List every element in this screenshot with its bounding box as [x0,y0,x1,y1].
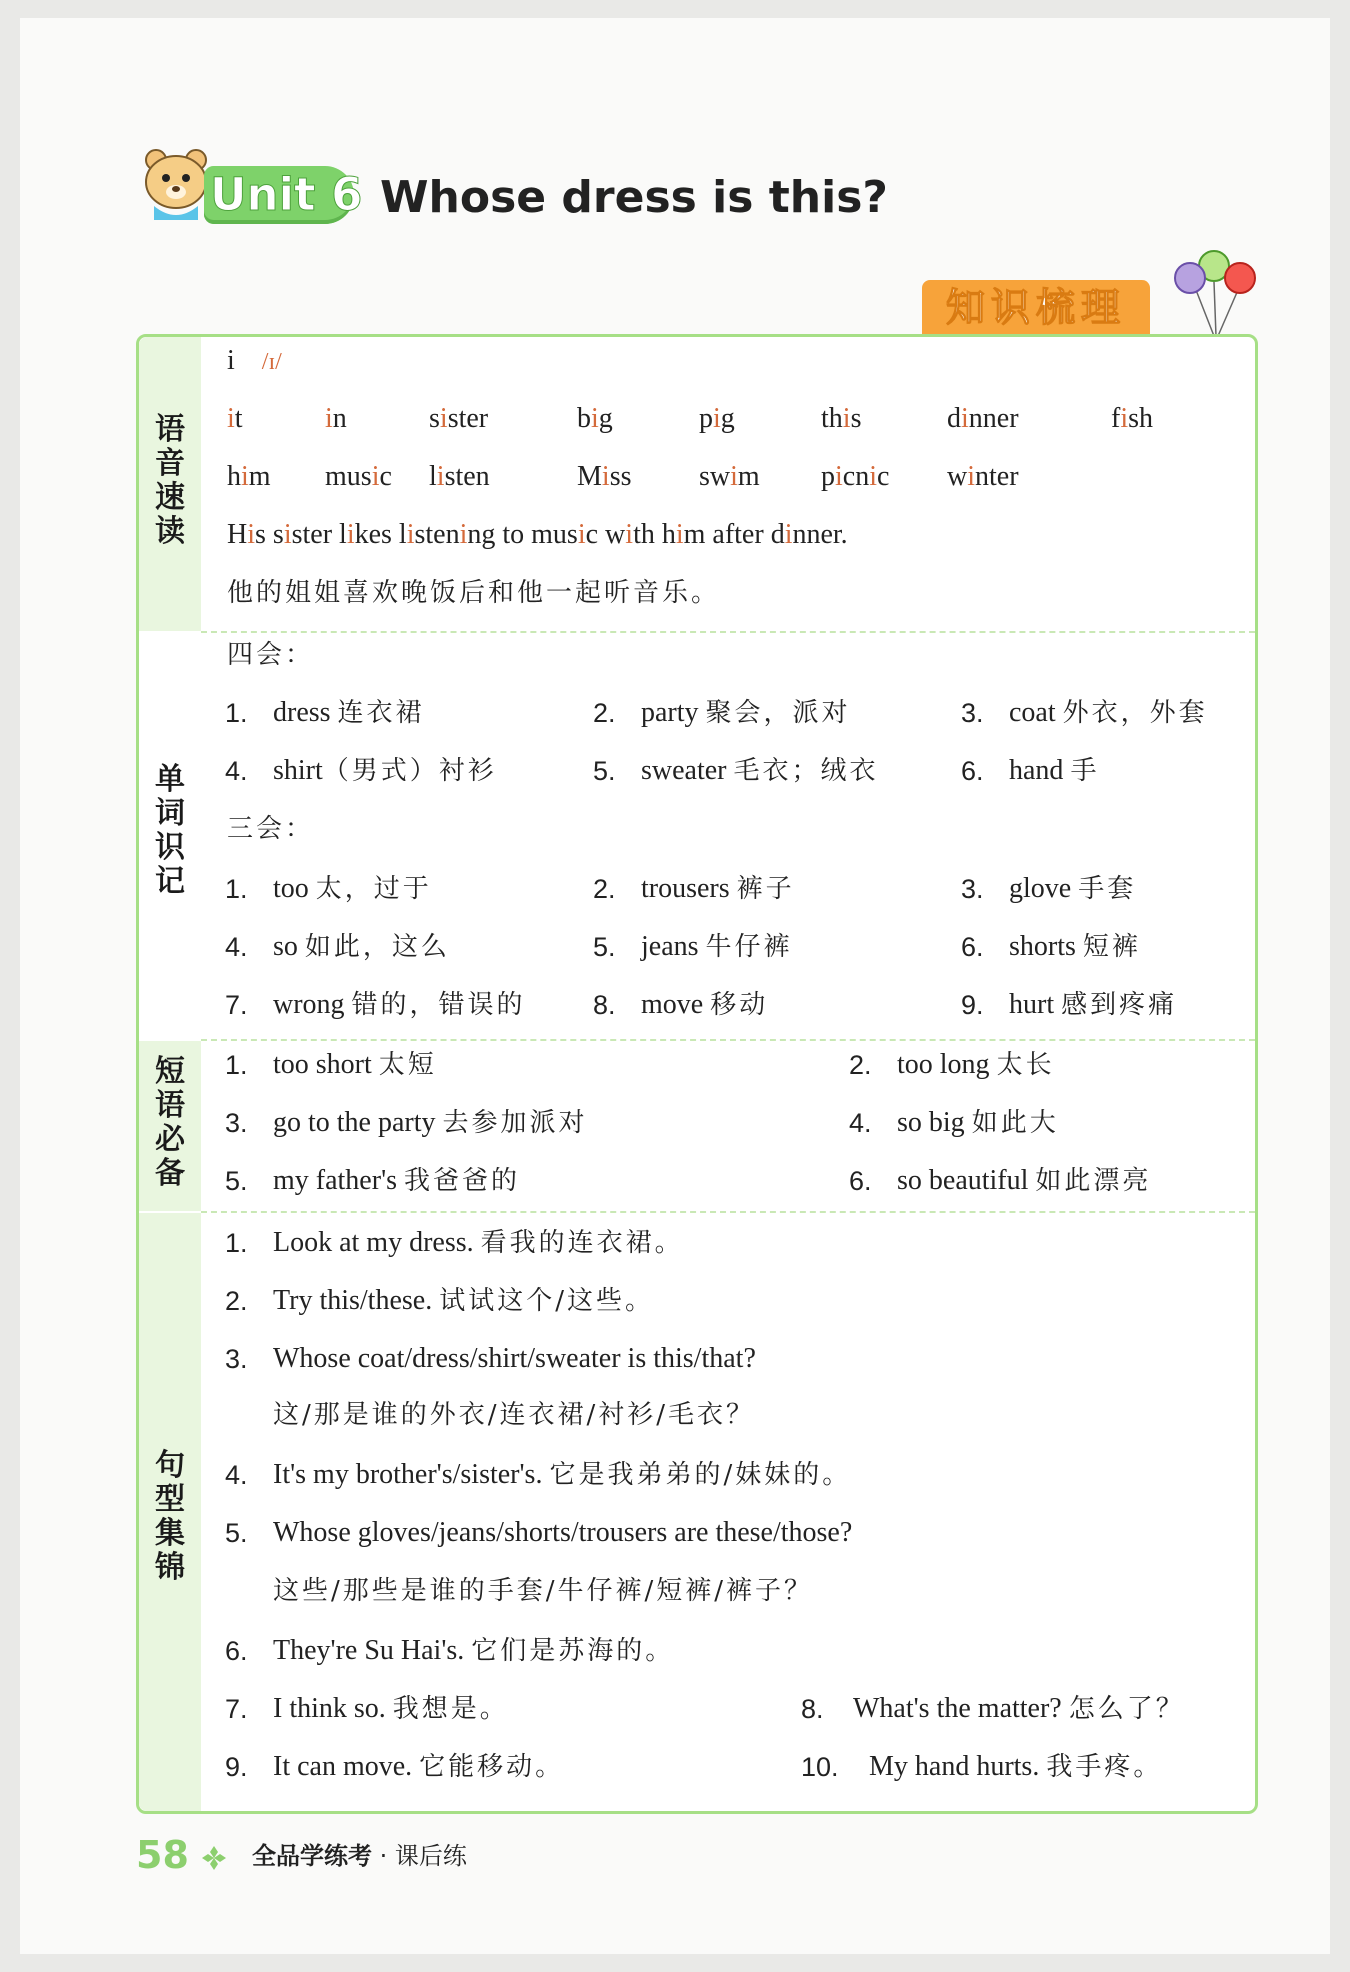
section-badge: 知识梳理 [922,280,1150,338]
phonics-word: Miss [577,461,632,492]
sentence-en: Whose gloves/jeans/shorts/trousers are these/those? [273,1517,853,1548]
phonics-word: swim [699,461,760,492]
sentence-entry [273,1633,674,1669]
four-skills-label: 四会： [227,640,315,670]
word-number: 5. [593,756,616,786]
brand-dot: · [379,1842,388,1870]
separator [201,1211,1255,1213]
phrase-number: 2. [849,1050,872,1080]
sentence-cn: 它们是苏海的。 [471,1636,675,1666]
phonics-word: dinner [947,403,1019,434]
sentence-en: It's my brother's/sister's. [273,1459,543,1490]
phrase-entry [273,1047,437,1083]
phonics-word: this [821,403,862,434]
side-band-sentences [139,1213,201,1811]
balloons-icon [1166,248,1266,338]
sentence-number: 1. [225,1228,248,1258]
section-label-words: 单词识记 [155,762,185,899]
word-entry [273,987,526,1023]
word-number: 6. [961,756,984,786]
phonics-word: music [325,461,392,492]
phonics-word: fish [1111,403,1154,434]
sentence-cn: 这些/那些是谁的手套/牛仔裤/短裤/裤子？ [273,1576,814,1606]
sentence-en: It can move. [273,1751,413,1782]
textbook-page [20,18,1330,1954]
phrase-en: so big [897,1107,965,1138]
word-entry [1009,871,1136,907]
phrase-en: my father's [273,1165,398,1196]
unit-label: Unit 6 [210,168,363,221]
sentence-number: 8. [801,1694,824,1724]
phonics-word: winter [947,461,1019,492]
sentence-entry [869,1749,1162,1785]
word-entry [641,871,795,907]
sentence-en: Whose coat/dress/shirt/sweater is this/that? [273,1343,756,1374]
phonics-word: it [227,403,243,434]
word-en: move [641,989,704,1020]
page-title: Whose dress is this? [380,172,888,223]
brand-series: 课后练 [394,1842,467,1870]
word-entry [273,695,425,731]
sentence-entry [853,1691,1185,1727]
word-en: coat [1009,697,1056,728]
phonics-sentence: His sister likes listening to music with him after dinner. [227,519,848,550]
phrase-number: 1. [225,1050,248,1080]
word-cn: 毛衣；绒衣 [733,756,879,786]
word-en: too [273,873,309,904]
word-cn: 裤子 [736,874,795,904]
sentence-entry [273,1457,851,1493]
sentence-cn: 我手疼。 [1046,1752,1163,1782]
page-number: 58 [136,1833,189,1877]
word-cn: 牛仔裤 [705,932,793,962]
phrase-en: go to the party [273,1107,436,1138]
phrase-entry [273,1163,520,1199]
phrase-cn: 太短 [378,1050,437,1080]
sentence-en: They're Su Hai's. [273,1635,465,1666]
word-en: trousers [641,873,730,904]
word-entry [641,929,793,965]
word-cn: 如此，这么 [304,932,450,962]
word-entry [641,695,851,731]
word-entry [1009,987,1177,1023]
word-cn: 连衣裙 [337,698,425,728]
sentence-number: 10. [801,1752,839,1782]
phonics-word: picnic [821,461,890,492]
phonics-word: him [227,461,271,492]
phrase-cn: 如此大 [971,1108,1059,1138]
sentence-en: My hand hurts. [869,1751,1040,1782]
sentence-en: What's the matter? [853,1693,1062,1724]
sentence-cn: 怎么了？ [1068,1694,1185,1724]
phrase-cn: 去参加派对 [442,1108,588,1138]
sentence-number: 5. [225,1518,248,1548]
word-cn: 感到疼痛 [1061,990,1178,1020]
knowledge-box [136,334,1258,1814]
word-number: 7. [225,990,248,1020]
word-cn: 移动 [710,990,769,1020]
word-en: shirt [273,755,323,786]
sentence-number: 2. [225,1286,248,1316]
separator [201,631,1255,633]
phrase-entry [897,1163,1151,1199]
sentence-cn: 这/那是谁的外衣/连衣裙/衬衫/毛衣？ [273,1400,756,1430]
sentence-cn: 它是我弟弟的/妹妹的。 [549,1460,852,1490]
brand-line [252,1834,467,1878]
word-number: 4. [225,756,248,786]
phonics-word: sister [429,403,489,434]
phrase-en: too short [273,1049,372,1080]
phonics-letter: i [227,345,235,376]
word-en: hurt [1009,989,1055,1020]
word-number: 3. [961,698,984,728]
diamond-ornament-icon [200,1844,228,1872]
sentence-cn: 它能移动。 [419,1752,565,1782]
section-label-phrases: 短语必备 [155,1054,185,1191]
word-cn: 手套 [1078,874,1137,904]
section-label-phonics: 语音速读 [155,412,185,549]
word-number: 2. [593,698,616,728]
three-skills-label: 三会： [227,814,315,844]
sentence-number: 4. [225,1460,248,1490]
word-en: shorts [1009,931,1076,962]
sentence-entry [273,1283,654,1319]
sentence-en: Look at my dress. [273,1227,474,1258]
word-number: 4. [225,932,248,962]
word-en: dress [273,697,331,728]
phonics-word: in [325,403,347,434]
bear-mascot-icon [142,146,212,226]
phrase-cn: 如此漂亮 [1035,1166,1152,1196]
word-en: so [273,931,298,962]
word-entry [641,753,879,789]
word-en: sweater [641,755,727,786]
phrase-entry [897,1105,1059,1141]
word-cn: 太，过于 [315,874,432,904]
word-number: 8. [593,990,616,1020]
word-number: 9. [961,990,984,1020]
sentence-cn: 看我的连衣裙。 [480,1228,684,1258]
phrase-entry [897,1047,1055,1083]
phrase-number: 3. [225,1108,248,1138]
section-label-sentences: 句型集锦 [155,1448,185,1585]
phrase-cn: 我爸爸的 [404,1166,521,1196]
sentence-entry [273,1691,509,1727]
word-cn: 手 [1070,756,1100,786]
word-cn: 外衣，外套 [1062,698,1208,728]
word-entry [273,753,497,789]
separator [201,1039,1255,1041]
word-en: party [641,697,699,728]
word-en: hand [1009,755,1064,786]
sentence-number: 6. [225,1636,248,1666]
sentence-cn: 我想是。 [392,1694,509,1724]
sentence-en: I think so. [273,1693,386,1724]
word-entry [1009,695,1208,731]
word-en: jeans [641,931,699,962]
phrase-entry [273,1105,588,1141]
word-cn: 错的，错误的 [351,990,526,1020]
word-entry [641,987,768,1023]
word-entry [273,929,450,965]
sentence-number: 7. [225,1694,248,1724]
word-number: 2. [593,874,616,904]
word-en: glove [1009,873,1072,904]
word-number: 1. [225,698,248,728]
word-entry [1009,753,1099,789]
phrase-en: so beautiful [897,1165,1029,1196]
sentence-en: Try this/these. [273,1285,433,1316]
phrase-number: 6. [849,1166,872,1196]
word-cn: （男式）衬衫 [322,756,497,786]
phonics-letter-row [227,343,282,380]
word-en: wrong [273,989,345,1020]
phonics-word: pig [699,403,735,434]
side-band-phonics [139,337,201,631]
word-number: 5. [593,932,616,962]
word-entry [1009,929,1141,965]
word-entry [273,871,432,907]
word-number: 1. [225,874,248,904]
phonics-sound: /ɪ/ [261,349,282,375]
sentence-cn: 试试这个/这些。 [439,1286,654,1316]
phonics-sentence-cn: 他的姐姐喜欢晚饭后和他一起听音乐。 [227,578,721,608]
phrase-en: too long [897,1049,990,1080]
sentence-entry [273,1225,684,1261]
word-cn: 聚会，派对 [705,698,851,728]
phonics-word: big [577,403,613,434]
phrase-number: 4. [849,1108,872,1138]
phrase-cn: 太长 [996,1050,1055,1080]
brand-name: 全品学练考 [252,1842,372,1870]
word-number: 6. [961,932,984,962]
word-number: 3. [961,874,984,904]
word-cn: 短裤 [1082,932,1141,962]
sentence-number: 9. [225,1752,248,1782]
side-band-phrases [139,1041,201,1211]
phrase-number: 5. [225,1166,248,1196]
sentence-entry [273,1749,564,1785]
sentence-number: 3. [225,1344,248,1374]
phonics-word: listen [429,461,490,492]
